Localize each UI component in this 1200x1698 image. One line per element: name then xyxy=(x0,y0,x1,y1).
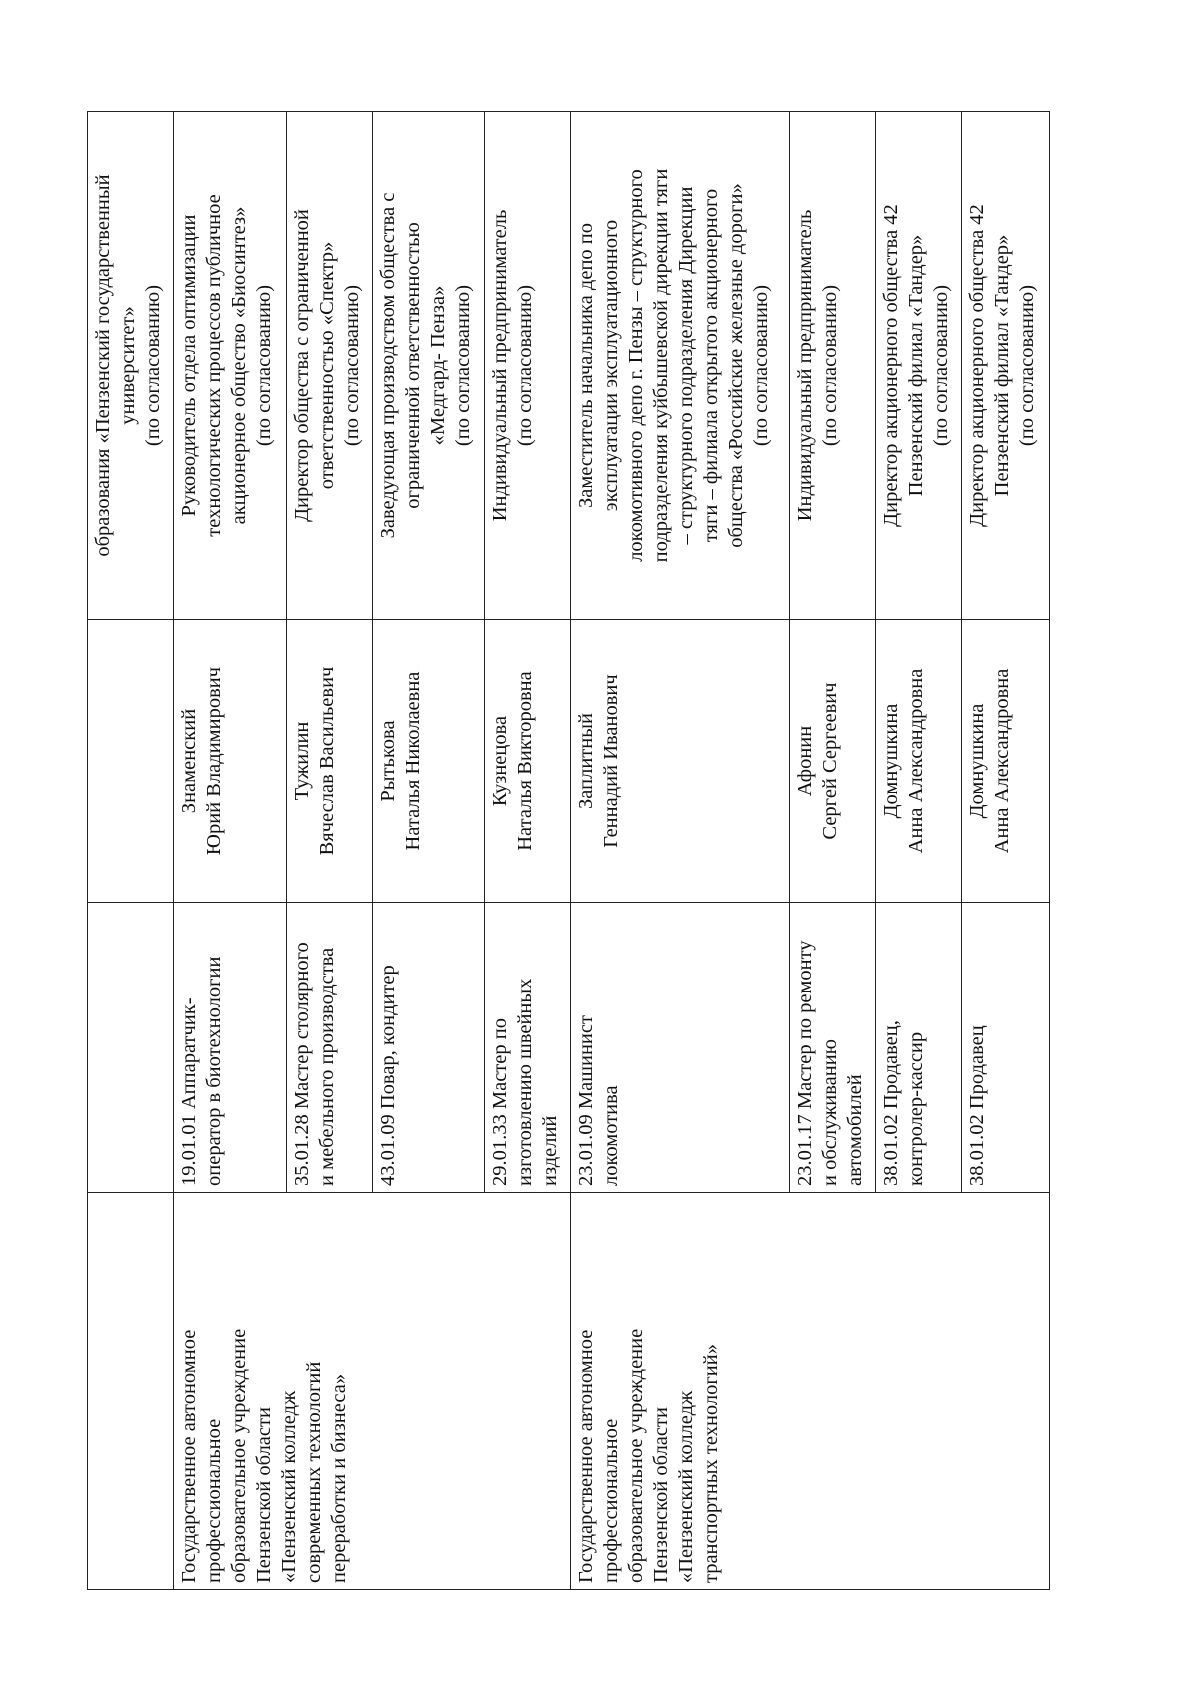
profession-cell xyxy=(790,903,876,1193)
cell-text-line: (по согласованию) xyxy=(930,284,953,447)
table-row xyxy=(88,112,174,1590)
cell-text-line: Пензенский филиал «Тандер» xyxy=(905,234,928,497)
org-cell xyxy=(570,1193,1049,1590)
name-cell xyxy=(88,620,174,903)
cell-text-line: Тужилин xyxy=(290,721,313,801)
cell-text-line: Анна Александровна xyxy=(905,668,928,854)
cell-text-line: переработки и бизнеса» xyxy=(327,1373,350,1583)
cell-text-line: ограниченной ответственностью xyxy=(401,222,424,509)
cell-text-line: (по согласованию) xyxy=(142,284,164,447)
cell-text-line: Пензенской области xyxy=(252,1407,275,1583)
cell-text-line: образования «Пензенский государственный xyxy=(92,174,114,557)
cell-text-line: Наталья Викторовна xyxy=(513,671,536,851)
profession-cell xyxy=(286,903,372,1193)
org-cell xyxy=(88,1193,174,1590)
cell-text-line: Заместитель начальника депо по xyxy=(574,222,597,509)
cell-text-line: контролер-кассир xyxy=(905,1031,928,1186)
cell-text-line: локомотива xyxy=(599,1085,622,1186)
cell-text-line: оператор в биотехнологии xyxy=(202,956,225,1186)
cell-text-line: «Пензенский колледж xyxy=(277,1390,300,1583)
profession-cell xyxy=(88,903,174,1193)
cell-text-line: (по согласованию) xyxy=(252,284,275,447)
cell-text-line: Вячеслав Васильевич xyxy=(315,666,338,856)
cell-text-line: университет» xyxy=(117,306,139,425)
cell-text-line: Домнушкина xyxy=(880,703,903,819)
name-cell xyxy=(570,620,790,903)
cell-text-line: 19.01.01 Аппаратчик- xyxy=(177,997,200,1186)
cell-text-line: (по согласованию) xyxy=(819,284,842,447)
profession-cell xyxy=(173,903,286,1193)
position-cell xyxy=(876,112,962,620)
table-row xyxy=(570,112,790,1590)
cell-text-line: автомобилей xyxy=(844,1074,867,1186)
name-cell xyxy=(962,620,1050,903)
name-cell xyxy=(173,620,286,903)
position-cell xyxy=(88,112,174,620)
cell-text-line: изделий xyxy=(538,1115,561,1186)
cell-text-line: 38.01.02 Продавец, xyxy=(880,1020,903,1186)
cell-text-line: Сергей Сергеевич xyxy=(819,682,842,840)
cell-text-line: (по согласованию) xyxy=(749,284,772,447)
cell-text-line: общества «Российские железные дороги» xyxy=(724,183,747,548)
cell-text-line: Анна Александровна xyxy=(991,668,1013,854)
cell-text-line: (по согласованию) xyxy=(513,284,536,447)
cell-text-line: Руководитель отдела оптимизации xyxy=(177,214,200,517)
rotated-page xyxy=(87,112,1050,1590)
name-cell xyxy=(484,620,570,903)
cell-text-line: изготовлению швейных xyxy=(513,978,536,1186)
cell-text-line: подразделения куйбышевской дирекции тяги xyxy=(649,168,672,563)
cell-text-line: Знаменский xyxy=(177,708,200,814)
position-cell xyxy=(173,112,286,620)
cell-text-line: профессиональное xyxy=(599,1418,622,1583)
cell-text-line: «Медгард- Пенза» xyxy=(426,285,449,446)
cell-text-line: (по согласованию) xyxy=(340,284,363,447)
cell-text-line: профессиональное xyxy=(202,1418,225,1583)
cell-text-line: 29.01.33 Мастер по xyxy=(488,1018,511,1186)
cell-text-line: образовательное учреждение xyxy=(624,1328,647,1583)
cell-text-line: Директор акционерного общества 42 xyxy=(966,204,988,527)
cell-text-line: Директор акционерного общества 42 xyxy=(880,204,903,527)
cell-text-line: Государственное автономное xyxy=(574,1329,597,1583)
org-cell xyxy=(173,1193,570,1590)
position-cell xyxy=(570,112,790,620)
cell-text-line: Наталья Николаевна xyxy=(401,671,424,851)
profession-cell xyxy=(570,903,790,1193)
commission-table xyxy=(87,111,1050,1590)
cell-text-line: 35.01.28 Мастер столярного xyxy=(290,942,313,1186)
cell-text-line: – структурного подразделения Дирекции xyxy=(674,186,697,545)
cell-text-line: эксплуатации эксплуатационного xyxy=(599,219,622,512)
cell-text-line: Заплитный xyxy=(574,713,597,809)
cell-text-line: Индивидуальный предприниматель xyxy=(488,209,511,522)
cell-text-line: Геннадий Иванович xyxy=(599,674,622,848)
table-row xyxy=(173,112,286,1590)
cell-text-line: современных технологий xyxy=(302,1361,325,1583)
cell-text-line: 38.01.02 Продавец xyxy=(966,1025,988,1186)
cell-text-line: Кузнецова xyxy=(488,715,511,807)
cell-text-line: и обслуживанию xyxy=(819,1039,842,1186)
position-cell xyxy=(484,112,570,620)
cell-text-line: 43.01.09 Повар, кондитер xyxy=(376,965,399,1186)
cell-text-line: Афонин xyxy=(794,725,817,797)
cell-text-line: Заведующая производством общества с xyxy=(376,192,399,539)
profession-cell xyxy=(372,903,484,1193)
cell-text-line: Пензенский филиал «Тандер» xyxy=(991,234,1013,497)
profession-cell xyxy=(876,903,962,1193)
position-cell xyxy=(372,112,484,620)
profession-cell xyxy=(962,903,1050,1193)
name-cell xyxy=(372,620,484,903)
cell-text-line: Директор общества с ограниченной xyxy=(290,209,313,522)
cell-text-line: (по согласованию) xyxy=(1016,284,1038,447)
cell-text-line: транспортных технологий» xyxy=(699,1344,722,1583)
cell-text-line: 23.01.09 Машинист xyxy=(574,1015,597,1186)
cell-text-line: Юрий Владимирович xyxy=(202,666,225,856)
cell-text-line: образовательное учреждение xyxy=(227,1328,250,1583)
name-cell xyxy=(286,620,372,903)
cell-text-line: Государственное автономное xyxy=(177,1329,200,1583)
position-cell xyxy=(962,112,1050,620)
cell-text-line: Рытькова xyxy=(376,720,399,802)
cell-text-line: и мебельного производства xyxy=(315,947,338,1186)
name-cell xyxy=(876,620,962,903)
cell-text-line: Индивидуальный предприниматель xyxy=(794,209,817,522)
position-cell xyxy=(286,112,372,620)
cell-text-line: тяги – филиала открытого акционерного xyxy=(699,188,722,543)
cell-text-line: акционерное общество «Биосинтез» xyxy=(227,206,250,525)
cell-text-line: технологических процессов публичное xyxy=(202,194,225,537)
cell-text-line: Пензенской области xyxy=(649,1407,672,1583)
cell-text-line: «Пензенский колледж xyxy=(674,1390,697,1583)
position-cell xyxy=(790,112,876,620)
cell-text-line: (по согласованию) xyxy=(451,284,474,447)
cell-text-line: локомотивного депо г. Пензы – структурного xyxy=(624,169,647,562)
name-cell xyxy=(790,620,876,903)
cell-text-line: Домнушкина xyxy=(966,703,988,819)
cell-text-line: ответственностью «Спектр» xyxy=(315,241,338,490)
cell-text-line: 23.01.17 Мастер по ремонту xyxy=(794,940,817,1186)
profession-cell xyxy=(484,903,570,1193)
